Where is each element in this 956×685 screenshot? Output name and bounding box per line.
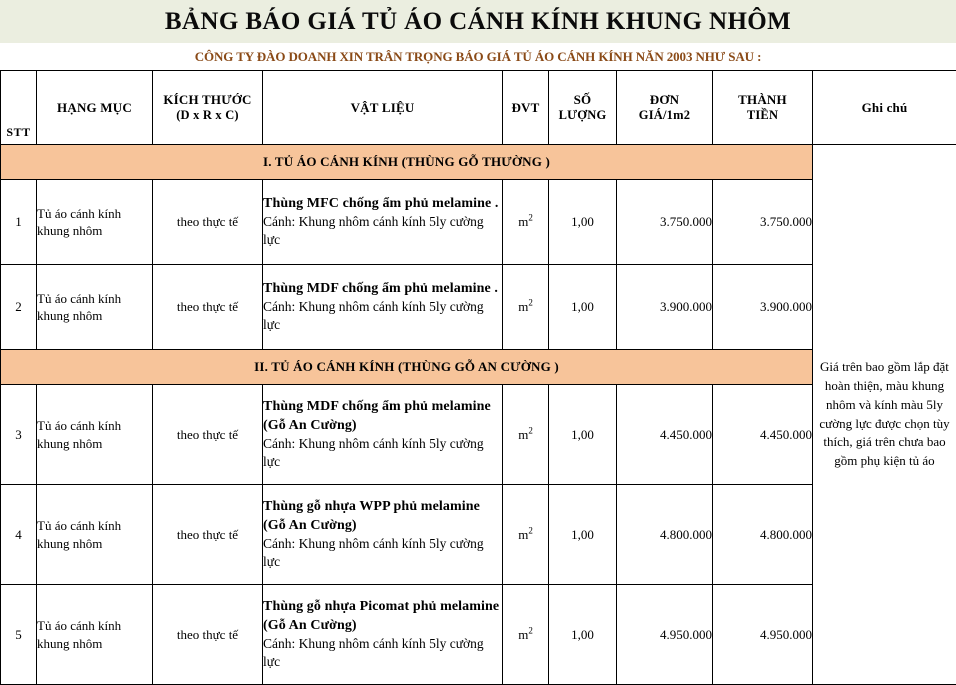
row-unit-exponent: 2 (528, 525, 533, 535)
row-item: Tủ áo cánh kính khung nhôm (37, 180, 153, 265)
title-banner (0, 0, 956, 43)
row-unit-base: m (518, 527, 528, 542)
row-unit-exponent: 2 (528, 298, 533, 308)
row-material-main: Thùng MDF chống ẩm phủ melamine . (263, 280, 502, 299)
row-unit-exponent: 2 (528, 625, 533, 635)
row-quantity: 1,00 (549, 385, 617, 485)
column-header-unit-price-line2: GIÁ/1m2 (617, 108, 712, 123)
row-amount: 3.750.000 (713, 180, 813, 265)
company-subtitle: CÔNG TY ĐÀO DOANH XIN TRÂN TRỌNG BÁO GIÁ TỦ ÁO CÁNH KÍNH NĂN 2003 NHƯ SAU : (195, 49, 762, 65)
row-item: Tủ áo cánh kính khung nhôm (37, 265, 153, 350)
row-size: theo thực tế (153, 180, 263, 265)
row-quantity: 1,00 (549, 265, 617, 350)
row-unit-exponent: 2 (528, 213, 533, 223)
row-index: 2 (1, 265, 37, 350)
column-header-quantity (549, 71, 617, 145)
row-material-main: Thùng gỗ nhựa WPP phủ melamine (Gỗ An Cường) (263, 498, 502, 535)
row-quantity: 1,00 (549, 485, 617, 585)
column-header-item: HẠNG MỤC (37, 71, 153, 145)
row-amount: 3.900.000 (713, 265, 813, 350)
row-material-sub: Cánh: Khung nhôm cánh kính 5ly cường lực (263, 535, 502, 571)
row-material (263, 585, 503, 685)
row-material-main: Thùng MDF chống ẩm phủ melamine (Gỗ An Cường) (263, 398, 502, 435)
row-size: theo thực tế (153, 265, 263, 350)
row-unit-price: 3.750.000 (617, 180, 713, 265)
column-header-stt: STT (1, 71, 37, 145)
row-quantity: 1,00 (549, 585, 617, 685)
row-unit-exponent: 2 (528, 425, 533, 435)
row-item: Tủ áo cánh kính khung nhôm (37, 485, 153, 585)
row-unit-price: 4.450.000 (617, 385, 713, 485)
row-item: Tủ áo cánh kính khung nhôm (37, 385, 153, 485)
row-material (263, 180, 503, 265)
row-unit (503, 180, 549, 265)
row-index: 5 (1, 585, 37, 685)
row-material (263, 385, 503, 485)
row-item: Tủ áo cánh kính khung nhôm (37, 585, 153, 685)
row-material-main: Thùng MFC chống ẩm phủ melamine . (263, 195, 502, 214)
column-header-amount-line1: THÀNH (738, 92, 787, 107)
row-size: theo thực tế (153, 485, 263, 585)
row-unit-base: m (518, 214, 528, 229)
row-unit (503, 585, 549, 685)
row-unit-base: m (518, 299, 528, 314)
column-header-unit-price (617, 71, 713, 145)
row-size: theo thực tế (153, 385, 263, 485)
column-header-note: Ghi chú (813, 71, 956, 145)
column-header-unit-price-line1: ĐƠN (650, 92, 680, 107)
row-material (263, 485, 503, 585)
column-header-size-sub: (D x R x C) (153, 108, 262, 123)
row-unit-base: m (518, 427, 528, 442)
row-unit (503, 385, 549, 485)
row-index: 1 (1, 180, 37, 265)
row-material-sub: Cánh: Khung nhôm cánh kính 5ly cường lực (263, 298, 502, 334)
table-header-row (1, 71, 956, 145)
row-amount: 4.450.000 (713, 385, 813, 485)
column-header-quantity-line1: SỐ (574, 92, 592, 107)
section-label-2: II. TỦ ÁO CÁNH KÍNH (THÙNG GỖ AN CƯỜNG ) (1, 350, 813, 385)
column-header-material: VẬT LIỆU (263, 71, 503, 145)
row-index: 4 (1, 485, 37, 585)
row-unit (503, 265, 549, 350)
note-cell: Giá trên bao gồm lắp đặt hoàn thiện, màu khung nhôm và kính màu 5ly cường lực được chọn tùy thích, giá trên chưa bao gồm phụ kiện tủ áo (813, 145, 956, 685)
row-material-main: Thùng gỗ nhựa Picomat phủ melamine (Gỗ An Cường) (263, 598, 502, 635)
row-material (263, 265, 503, 350)
row-amount: 4.950.000 (713, 585, 813, 685)
row-index: 3 (1, 385, 37, 485)
column-header-amount-line2: TIỀN (713, 108, 812, 123)
subtitle-row (0, 43, 956, 70)
row-unit (503, 485, 549, 585)
column-header-size (153, 71, 263, 145)
row-material-sub: Cánh: Khung nhôm cánh kính 5ly cường lực (263, 213, 502, 249)
row-amount: 4.800.000 (713, 485, 813, 585)
row-unit-price: 3.900.000 (617, 265, 713, 350)
section-row-1 (1, 145, 956, 180)
column-header-unit: ĐVT (503, 71, 549, 145)
column-header-quantity-line2: LƯỢNG (549, 108, 616, 123)
column-header-amount (713, 71, 813, 145)
row-size: theo thực tế (153, 585, 263, 685)
row-unit-price: 4.950.000 (617, 585, 713, 685)
row-quantity: 1,00 (549, 180, 617, 265)
page-title: BẢNG BÁO GIÁ TỦ ÁO CÁNH KÍNH KHUNG NHÔM (165, 8, 791, 36)
price-quotation-table (0, 70, 956, 685)
column-header-size-main: KÍCH THƯỚC (163, 92, 251, 107)
row-material-sub: Cánh: Khung nhôm cánh kính 5ly cường lực (263, 635, 502, 671)
section-label-1: I. TỦ ÁO CÁNH KÍNH (THÙNG GỖ THƯỜNG ) (1, 145, 813, 180)
row-unit-price: 4.800.000 (617, 485, 713, 585)
row-material-sub: Cánh: Khung nhôm cánh kính 5ly cường lực (263, 435, 502, 471)
row-unit-base: m (518, 627, 528, 642)
